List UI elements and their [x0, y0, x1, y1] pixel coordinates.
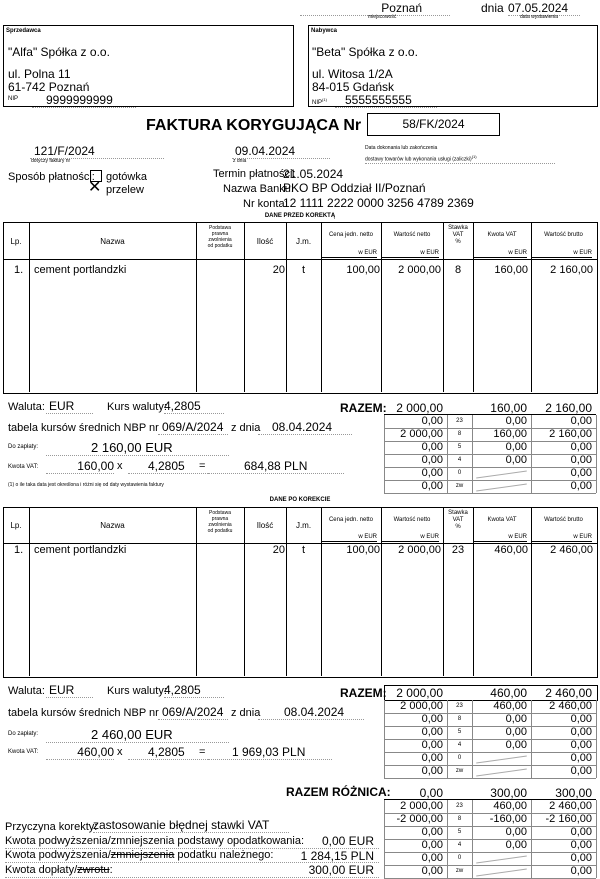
after-currency: EUR — [46, 683, 93, 698]
reason-label: Przyczyna korekty: — [5, 821, 98, 833]
after-col-vat-currency: w EUR — [473, 534, 527, 542]
after-items-table — [3, 507, 598, 678]
transfer-label: przelew — [106, 184, 144, 196]
before-rate: 4,2805 — [164, 399, 224, 414]
due-date: 21.05.2024 — [283, 167, 344, 181]
before-row-3-vat: 0,00 — [505, 454, 527, 466]
before-col-gross-currency: w EUR — [531, 250, 592, 258]
after-times: x — [117, 746, 123, 758]
before-item-rate: 8 — [454, 264, 462, 276]
difference-row-5-net: 0,00 — [421, 865, 443, 877]
after-total-label: RAZEM: — [340, 686, 387, 700]
after-row-1-rate: 8 — [457, 716, 462, 722]
transfer-checkbox[interactable]: ✕ — [88, 179, 102, 196]
after-row-4-gross: 0,00 — [570, 752, 592, 764]
after-item-qty: 20 — [272, 544, 285, 556]
after-col-lp-header: Lp. — [10, 521, 22, 530]
extra-payment-label: Kwota dopłaty/zwrotu: — [5, 864, 379, 878]
before-table-date: 08.04.2024 — [258, 420, 352, 435]
after-col-unit-header: J.m. — [295, 521, 312, 530]
after-row-2-rate: 5 — [457, 729, 462, 735]
before-row-3-net: 0,00 — [421, 454, 443, 466]
before-col-price-header: Cena jedn. netto — [328, 232, 374, 238]
after-vat-eur: 460,00 — [46, 745, 114, 760]
after-row-4-vat-na — [476, 755, 527, 763]
before-col-qty-header: Ilość — [256, 237, 274, 246]
before-row-1-net: 2 000,00 — [400, 428, 443, 440]
after-col-price-header: Cena jedn. netto — [328, 517, 374, 523]
difference-row-1-gross: -2 160,00 — [545, 813, 592, 825]
buyer-heading: Nabywca — [311, 28, 338, 34]
before-total-label: RAZEM: — [340, 401, 387, 415]
after-row-0-rate: 23 — [456, 703, 463, 709]
bank-name-label: Nazwa Banku: — [223, 183, 294, 195]
after-row-1-gross: 0,00 — [570, 713, 592, 725]
base-change-label: Kwota podwyższenia/zmniejszenia podstawy opodatkowania: — [5, 835, 379, 849]
after-col-gross-currency: w EUR — [531, 534, 592, 542]
before-row-2-rate: 5 — [457, 444, 462, 450]
difference-row-2-net: 0,00 — [421, 826, 443, 838]
after-col-net-currency: w EUR — [381, 534, 439, 542]
after-row-0-net: 2 000,00 — [400, 700, 443, 712]
difference-row-3-gross: 0,00 — [570, 839, 592, 851]
after-item-lp: 1. — [14, 544, 24, 556]
before-vat-eur: 160,00 — [46, 459, 114, 474]
before-col-gross-header: Wartość brutto — [544, 232, 583, 238]
after-vat-rate: 4,2805 — [128, 745, 212, 760]
difference-row-5-vat-na — [476, 868, 527, 876]
before-vat-rate: 4,2805 — [128, 459, 212, 474]
seller-nip: 9999999999 — [32, 93, 136, 108]
seller-address-2: 61-742 Poznań — [8, 80, 90, 94]
difference-row-4-rate: 0 — [457, 855, 462, 861]
difference-label: RAZEM RÓŻNICA: — [286, 785, 391, 799]
before-col-vat-currency: w EUR — [473, 250, 527, 258]
after-col-price-currency: w EUR — [321, 534, 377, 542]
difference-row-3-net: 0,00 — [421, 839, 443, 851]
before-row-4-gross: 0,00 — [570, 467, 592, 479]
before-equals: = — [199, 460, 206, 472]
before-times: x — [117, 460, 123, 472]
reason: zastosowanie błędnej stawki VAT — [93, 818, 289, 833]
before-rate-label: Kurs waluty: — [107, 401, 167, 413]
before-row-4-rate: 0 — [457, 470, 462, 476]
before-currency: EUR — [46, 399, 93, 414]
before-row-4-net: 0,00 — [421, 467, 443, 479]
difference-total-net: 0,00 — [419, 786, 443, 800]
before-col-lp-header: Lp. — [10, 237, 22, 246]
payment-method-label: Sposób płatności: — [8, 171, 95, 183]
after-item-price: 100,00 — [346, 544, 380, 556]
difference-row-3-vat: 0,00 — [505, 839, 527, 851]
difference-row-0-net: 2 000,00 — [400, 800, 443, 812]
document-title: FAKTURA KORYGUJĄCA Nr — [146, 117, 362, 134]
after-rate-label: Kurs waluty: — [107, 685, 167, 697]
after-vat-pln: 1 969,03 PLN — [208, 745, 332, 760]
after-col-rate-header: Stawka VAT % — [448, 510, 468, 530]
before-table-number: 069/A/2024 — [158, 420, 228, 435]
issue-date-label: data wystawienia — [520, 14, 559, 20]
after-row-4-net: 0,00 — [421, 752, 443, 764]
difference-row-2-vat: 0,00 — [505, 826, 527, 838]
after-col-qty-header: Ilość — [256, 521, 274, 530]
account-number: 12 1111 2222 0000 3256 4789 2369 — [283, 196, 474, 210]
difference-row-2-rate: 5 — [457, 829, 462, 835]
after-item-unit: t — [301, 544, 306, 556]
difference-row-0-rate: 23 — [456, 803, 463, 809]
tax-change-label: Kwota podwyższenia/zmniejszenia podatku należnego: — [5, 849, 379, 863]
before-row-2-gross: 0,00 — [570, 441, 592, 453]
before-items-table — [3, 222, 598, 394]
buyer-name: "Beta" Spółka z o.o. — [312, 45, 418, 59]
correction-number: 58/FK/2024 — [367, 113, 500, 136]
after-equals: = — [199, 746, 206, 758]
before-item-gross: 2 160,00 — [550, 264, 593, 276]
before-col-net-currency: w EUR — [381, 250, 439, 258]
completion-date-label-2: dostawy towarów lub wykonania usługi (zaliczki)$^{(1)}$ — [365, 154, 555, 164]
difference-row-5-gross: 0,00 — [570, 865, 592, 877]
buyer-nip: 5555555555 — [335, 93, 437, 108]
after-row-2-gross: 0,00 — [570, 726, 592, 738]
before-item-qty: 20 — [272, 264, 285, 276]
before-item-net: 2 000,00 — [398, 264, 441, 276]
after-col-vat-header: Kwota VAT — [487, 517, 517, 523]
seller-heading: Sprzedawca — [6, 28, 41, 34]
after-row-3-gross: 0,00 — [570, 739, 592, 751]
after-item-gross: 2 460,00 — [550, 544, 593, 556]
before-item-lp: 1. — [14, 264, 24, 276]
original-invoice-date: 09.04.2024 — [232, 144, 330, 159]
before-row-0-rate: 23 — [456, 418, 463, 424]
after-row-0-gross: 2 460,00 — [549, 700, 592, 712]
after-total-gross: 2 460,00 — [545, 686, 592, 700]
before-col-rate-header: Stawka VAT % — [448, 225, 468, 245]
buyer-address-2: 84-015 Gdańsk — [312, 80, 395, 94]
buyer-address-1: ul. Witosa 1/2A — [312, 67, 393, 81]
after-item-vat: 460,00 — [494, 544, 528, 556]
before-currency-label: Waluta: — [8, 401, 45, 413]
after-total-net: 2 000,00 — [396, 686, 443, 700]
before-col-unit-header: J.m. — [295, 237, 312, 246]
after-row-3-net: 0,00 — [421, 739, 443, 751]
after-row-2-vat: 0,00 — [505, 726, 527, 738]
before-row-3-rate: 4 — [457, 457, 462, 463]
before-item-unit: t — [301, 264, 306, 276]
after-item-name: cement portlandzki — [34, 544, 127, 556]
after-total-vat: 460,00 — [490, 686, 527, 700]
after-currency-label: Waluta: — [8, 685, 45, 697]
before-to-pay-label: Do zapłaty: — [8, 444, 39, 450]
after-row-4-rate: 0 — [457, 755, 462, 761]
difference-total-gross: 300,00 — [555, 786, 592, 800]
after-item-net: 2 000,00 — [398, 544, 441, 556]
after-col-net-header: Wartość netto — [393, 517, 431, 523]
after-to-pay-label: Do zapłaty: — [8, 731, 39, 737]
before-row-3-gross: 0,00 — [570, 454, 592, 466]
after-row-5-net: 0,00 — [421, 765, 443, 777]
before-item-name: cement portlandzki — [34, 264, 127, 276]
tax-change-value: 1 284,15 PLN — [300, 849, 374, 863]
before-row-1-vat: 160,00 — [493, 428, 527, 440]
before-row-1-rate: 8 — [457, 431, 462, 437]
due-date-label: Termin płatności: — [213, 168, 296, 180]
before-row-4-vat-na — [476, 470, 527, 478]
seller-name: "Alfa" Spółka z o.o. — [8, 45, 110, 59]
after-row-0-vat: 460,00 — [493, 700, 527, 712]
after-heading: DANE PO KOREKCIE — [269, 497, 331, 503]
before-col-net-header: Wartość netto — [393, 232, 431, 238]
after-row-1-net: 0,00 — [421, 713, 443, 725]
after-to-pay: 2 460,00 EUR — [46, 727, 229, 743]
before-vat-amount-label: Kwota VAT: — [8, 464, 39, 470]
before-row-5-vat-na — [476, 483, 527, 491]
original-invoice-label: dotyczy faktury nr — [31, 158, 71, 164]
difference-row-4-gross: 0,00 — [570, 852, 592, 864]
difference-row-1-vat: -160,00 — [489, 813, 527, 825]
before-item-vat: 160,00 — [494, 264, 528, 276]
before-to-pay: 2 160,00 EUR — [46, 440, 229, 456]
footnote: (1) o ile taka data jest określona i różni się od daty wystawienia faktury — [8, 482, 164, 488]
place-label: miejscowość — [368, 14, 397, 20]
difference-row-3-rate: 4 — [457, 842, 462, 848]
completion-date-label-1: Data dokonania lub zakończenia — [365, 145, 438, 151]
difference-total-vat: 300,00 — [490, 786, 527, 800]
extra-payment-value: 300,00 EUR — [308, 863, 374, 877]
after-item-rate: 23 — [451, 544, 465, 556]
account-label: Nr konta: — [243, 198, 288, 210]
before-col-vat-header: Kwota VAT — [487, 232, 517, 238]
issue-date: 07.05.2024 — [508, 1, 580, 16]
before-row-0-net: 0,00 — [421, 415, 443, 427]
difference-row-4-vat-na — [476, 855, 527, 863]
after-rate: 4,2805 — [164, 683, 224, 698]
difference-row-2-gross: 0,00 — [570, 826, 592, 838]
difference-row-1-rate: 8 — [457, 816, 462, 822]
cash-label: gotówka — [106, 171, 147, 183]
place-value: Poznań — [300, 1, 450, 16]
before-heading: DANE PRZED KOREKTĄ — [264, 213, 336, 219]
before-row-5-gross: 0,00 — [570, 480, 592, 492]
after-vat-amount-label: Kwota VAT: — [8, 749, 39, 755]
after-col-basis-header: Podstawa prawna zwolnienia od podatku — [207, 510, 233, 534]
before-col-price-currency: w EUR — [321, 250, 377, 258]
original-invoice-number: 121/F/2024 — [30, 144, 164, 159]
before-total-gross: 2 160,00 — [545, 401, 592, 415]
base-change-value: 0,00 EUR — [321, 834, 374, 848]
before-row-5-rate: zw — [455, 483, 464, 489]
seller-address-1: ul. Polna 11 — [8, 67, 71, 81]
after-col-name-header: Nazwa — [100, 521, 125, 530]
after-table-date-label: z dnia — [231, 707, 261, 719]
before-table-label: tabela kursów średnich NBP nr — [8, 422, 159, 434]
before-item-price: 100,00 — [346, 264, 380, 276]
after-table-date: 08.04.2024 — [258, 705, 364, 720]
after-row-1-vat: 0,00 — [505, 713, 527, 725]
after-row-2-net: 0,00 — [421, 726, 443, 738]
date-prefix: dnia — [481, 1, 504, 15]
difference-row-4-net: 0,00 — [421, 852, 443, 864]
before-row-2-net: 0,00 — [421, 441, 443, 453]
before-row-2-vat: 0,00 — [505, 441, 527, 453]
after-table-label: tabela kursów średnich NBP nr — [8, 707, 159, 719]
after-col-gross-header: Wartość brutto — [544, 517, 583, 523]
before-row-1-gross: 2 160,00 — [549, 428, 592, 440]
original-invoice-date-label: z dnia — [233, 158, 247, 164]
before-total-vat: 160,00 — [490, 401, 527, 415]
before-row-0-gross: 0,00 — [570, 415, 592, 427]
difference-row-0-vat: 460,00 — [493, 800, 527, 812]
before-table-date-label: z dnia — [231, 422, 261, 434]
before-col-basis-header: Podstawa prawna zwolnienia od podatku — [207, 225, 233, 249]
after-row-3-rate: 4 — [457, 742, 462, 748]
before-vat-pln: 684,88 PLN — [208, 459, 344, 474]
bank-name: PKO BP Oddział II/Poznań — [283, 181, 426, 195]
before-row-0-vat: 0,00 — [505, 415, 527, 427]
difference-row-0-gross: 2 460,00 — [549, 800, 592, 812]
before-row-5-net: 0,00 — [421, 480, 443, 492]
after-row-5-vat-na — [476, 768, 527, 776]
before-total-net: 2 000,00 — [396, 401, 443, 415]
difference-row-5-rate: zw — [455, 868, 464, 874]
difference-row-1-net: -2 000,00 — [396, 813, 443, 825]
seller-nip-label: NIP — [8, 96, 19, 102]
after-row-3-vat: 0,00 — [505, 739, 527, 751]
before-col-name-header: Nazwa — [100, 237, 125, 246]
after-row-5-gross: 0,00 — [570, 765, 592, 777]
buyer-nip-label: NIP$^{(1)}$ — [312, 97, 327, 106]
after-row-5-rate: zw — [455, 768, 464, 774]
after-table-number: 069/A/2024 — [158, 705, 228, 720]
